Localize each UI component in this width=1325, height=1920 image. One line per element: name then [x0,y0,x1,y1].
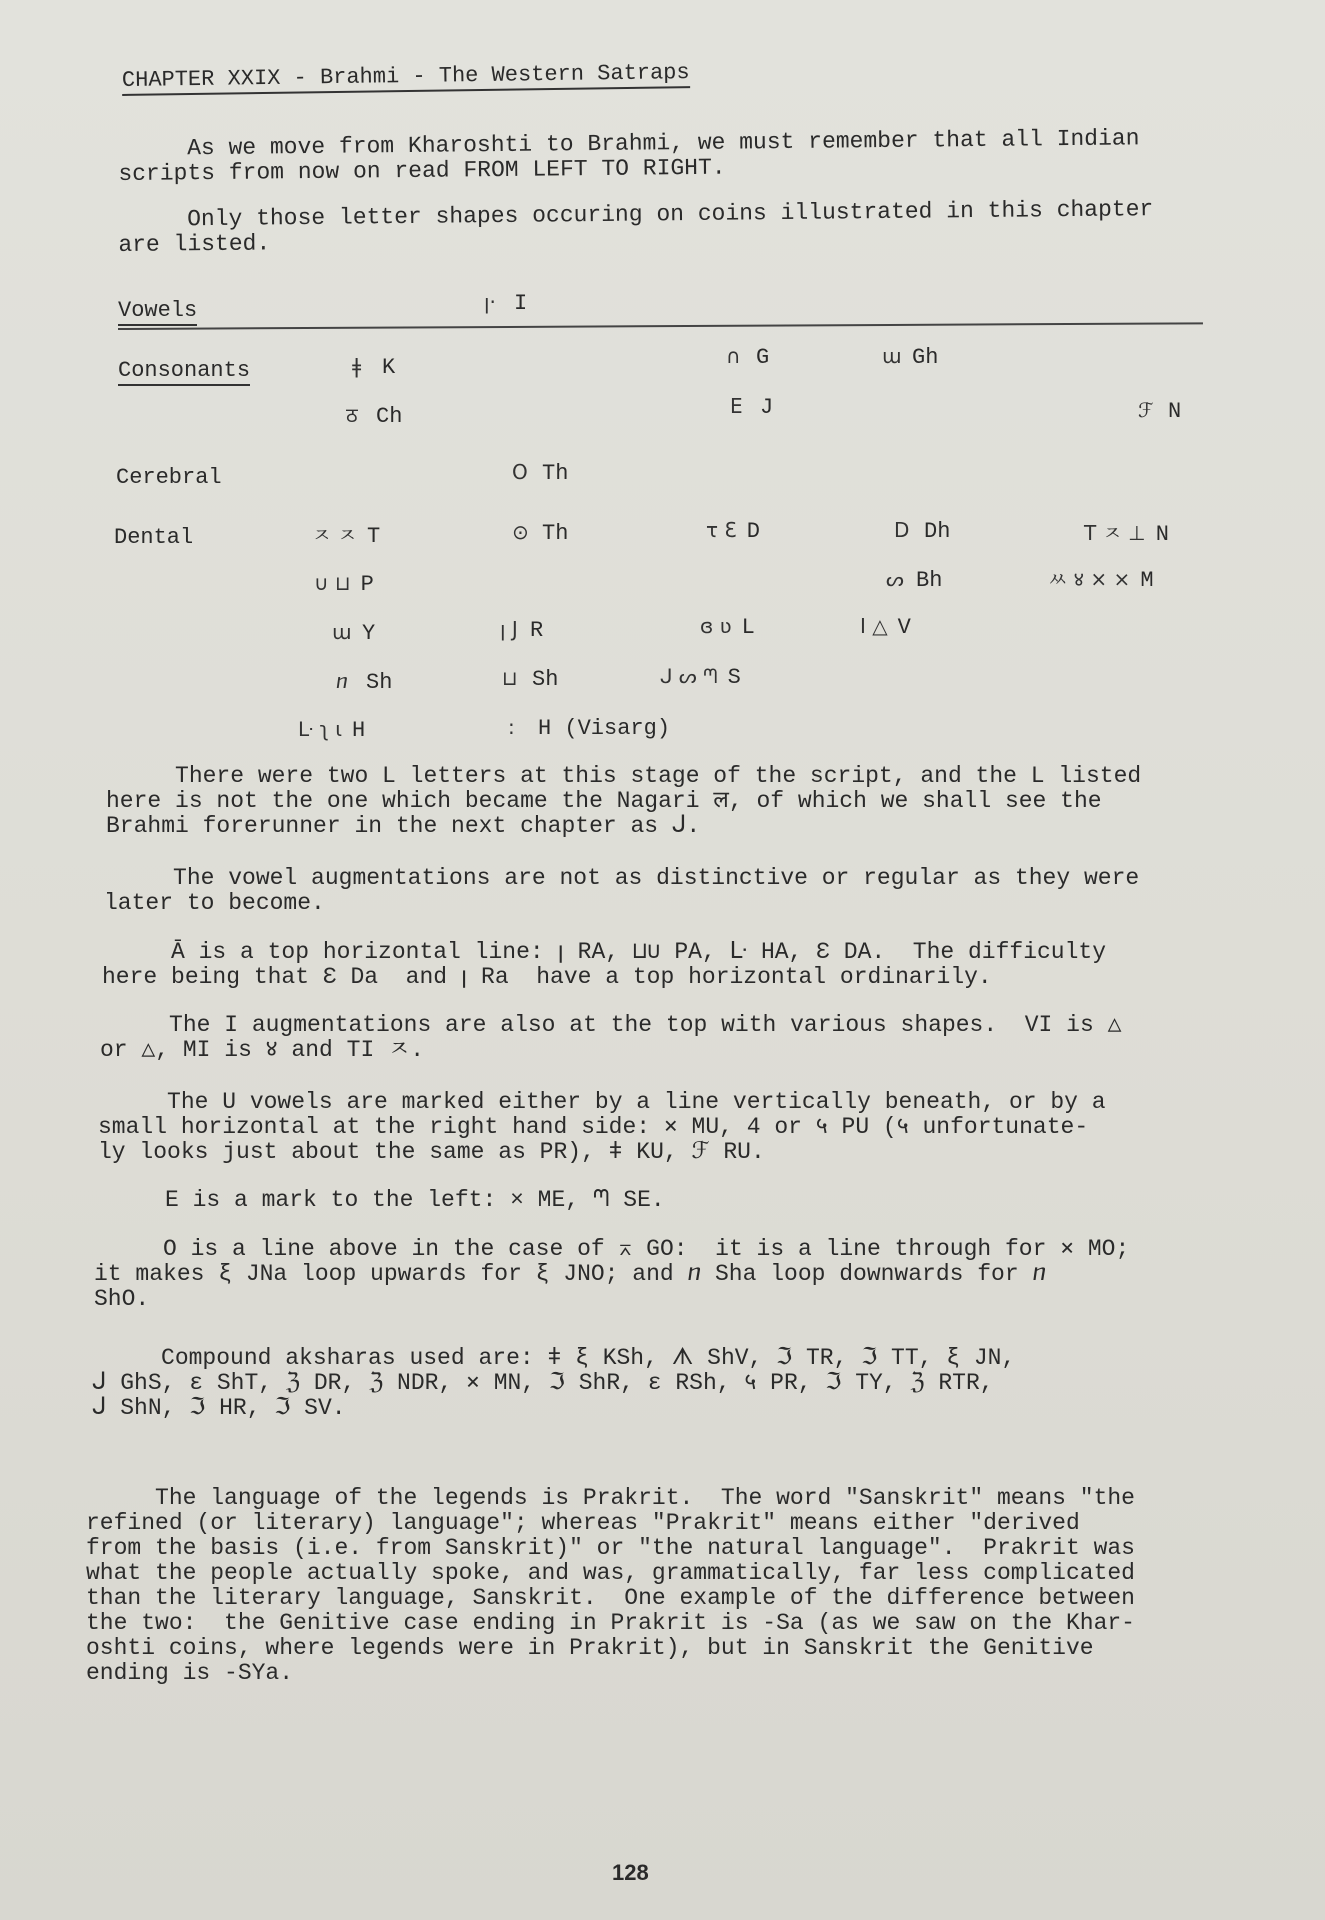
letter-sh-cerebral [502,666,558,692]
letter-t [312,523,380,549]
chapter-title: CHAPTER XXIX - Brahmi - The Western Satraps [122,60,690,96]
letter-name: N [1155,522,1169,547]
letter-n-dental [1084,521,1169,547]
letter-name: Bh [916,568,943,593]
paragraph-compound-aksharas: Compound aksharas used are: ǂ ξ KSh, ᗑ ShV, ℑ TR, ℑ TT, ξ JN, ᒍ GhS, ɛ ShT, ℨ DR, ℨ NDR, ⨯ MN, ℑ ShR, ɛ RSh, ५ PR, ℑ TY, ℨ RTR, ᒍ ShN, ℑ HR, ℑ SV. [92,1345,1016,1421]
letter-name: J [760,395,774,420]
letter-glyph: ᒷ ʅ ɩ [298,717,342,741]
paragraph-language: The language of the legends is Prakrit. The word "Sanskrit" means "the refined (or literary) language"; whereas "Prakrit" means either "derived from the basis (i.e. from Sanskrit)" or "the natural language". Prakrit was what the people actually spoke, and was, grammatically, far less complicated than the literary language, Sanskrit. One example of the difference between the two: the Genitive case ending in Prakrit is -Sa (as we saw on the Khar- oshti coins, where legends were in Prakrit), but in Sanskrit the Genitive ending is -SYa. [86,1485,1135,1686]
letter-name: D [746,519,760,544]
letter-dh [894,518,950,544]
dental-label: Dental [114,525,194,550]
letter-glyph: ⊔ [502,666,518,690]
letter-name: Ch [376,404,403,429]
letter-glyph: ठ [346,403,358,427]
letter-glyph: ꞁ J [500,617,518,641]
letter-name: K [382,355,396,380]
letter-glyph: ꞁ· [484,290,496,314]
letter-name: I [514,291,528,316]
letter-name: Sh [366,670,393,695]
letter-sh-palatal [336,669,392,695]
letter-glyph: ǂ [352,354,362,378]
letter-th-cerebral [512,460,568,486]
letter-glyph: ᒍ ᔕ ᘉ [660,664,718,688]
paragraph-e-vowel: E is a mark to the left: × ME, ᘉ SE. [96,1187,665,1213]
letter-glyph: ᔕ [886,567,904,591]
consonants-label [118,358,250,383]
letter-glyph: ∪ ⊔ [314,571,351,595]
letter-name: G [756,345,770,370]
letter-name: Gh [912,345,939,370]
letter-g [726,344,769,370]
letter-glyph: ㅈ ㅈ [312,523,357,547]
letter-name: Th [542,521,569,546]
letter-r [500,617,543,643]
table-divider [118,322,1203,330]
letter-name: S [727,665,741,690]
intro-paragraph-1: As we move from Kharoshti to Brahmi, we must remember that all Indian scripts from now on read FROM LEFT TO RIGHT. [117,125,1140,187]
letter-glyph: T ㅈ ⊥ [1084,521,1146,545]
letter-p [314,571,374,597]
letter-name: Y [362,621,376,646]
letter-name: V [897,615,911,640]
vowels-label-text: Vowels [118,298,197,326]
letter-glyph: E [730,394,743,418]
letter-glyph: τ Ɛ [706,518,737,542]
letter-k [352,354,395,380]
paragraph-i-augmentation: The I augmentations are also at the top with various shapes. VI is △ or △, MI is ४ and TI ㅈ. [100,1012,1122,1063]
letter-name: Sh [532,667,559,692]
letter-glyph: ℱ [1138,398,1154,422]
letter-gh [882,344,938,370]
letter-name: M [1140,568,1154,593]
letter-n-palatal [1138,398,1181,424]
intro-paragraph-2: Only those letter shapes occuring on coins illustrated in this chapter are listed. [117,196,1154,258]
paragraph-o-vowel: O is a line above in the case of ⌅ GO: it is a line through for ⨯ MO; it makes ξ JNa loop upwards for ξ JNO; and ⴖ Sha loop downwards for ⴖ ShO. [94,1236,1130,1312]
letter-ch [346,403,402,429]
letter-name: Dh [924,519,951,544]
letter-name: N [1168,399,1182,424]
letter-name: R [530,618,544,643]
consonants-label-text: Consonants [118,358,250,386]
paragraph-vowel-augmentations: The vowel augmentations are not as distinctive or regular as they were later to become. [104,865,1140,916]
letter-m [1048,567,1154,593]
paragraph-u-vowels: The U vowels are marked either by a line vertically beneath, or by a small horizontal at the right hand side: ⨯ MU, 4 or ५ PU (५ unfortunate- ly looks just about the same as PR), ǂ KU, ℱ RU. [98,1089,1106,1165]
letter-glyph: : [508,715,515,739]
letter-name: Th [542,461,569,486]
letter-bh [886,567,942,593]
letter-glyph: I △ [860,614,888,638]
letter-glyph: ㅆ ४ × ⨯ [1048,567,1131,591]
letter-th-dental [512,520,568,546]
letter-vowel-i [484,290,527,316]
letter-y [332,620,375,646]
letter-glyph: ⴖ [336,669,348,693]
letter-j [730,394,773,420]
letter-glyph: O [512,460,528,484]
letter-v [860,614,911,640]
letter-glyph: D [894,518,910,542]
letter-glyph: ɯ [332,620,352,644]
letter-glyph: ⊙ [512,520,529,544]
letter-visarg [508,715,670,741]
paragraph-a-augmentation: Ā is a top horizontal line: ꞁ RA, ⊔∪ PA, ᒷ HA, Ɛ DA. The difficulty here being that Ɛ Da and ꞁ Ra have a top horizontal ordinarily. [102,939,1107,990]
page-number: 128 [612,1860,649,1885]
vowels-label [118,298,197,323]
letter-name: H (Visarg) [538,716,671,741]
letter-name: T [367,524,381,549]
letter-h [298,717,365,743]
letter-name: P [360,572,374,597]
cerebral-label: Cerebral [116,465,222,490]
paragraph-l-letters: There were two L letters at this stage of the script, and the L listed here is not the one which became the Nagari ल, of which we shall see the Brahmi forerunner in the next chapter as ᒍ. [106,763,1142,839]
letter-s [660,664,741,690]
letter-glyph: ɞ ʋ [700,614,732,638]
letter-name: H [351,718,366,743]
letter-d [706,518,760,544]
letter-l [700,614,755,640]
letter-glyph: ɯ [882,344,902,368]
letter-glyph: ∩ [726,344,741,368]
letter-name: L [741,615,755,640]
